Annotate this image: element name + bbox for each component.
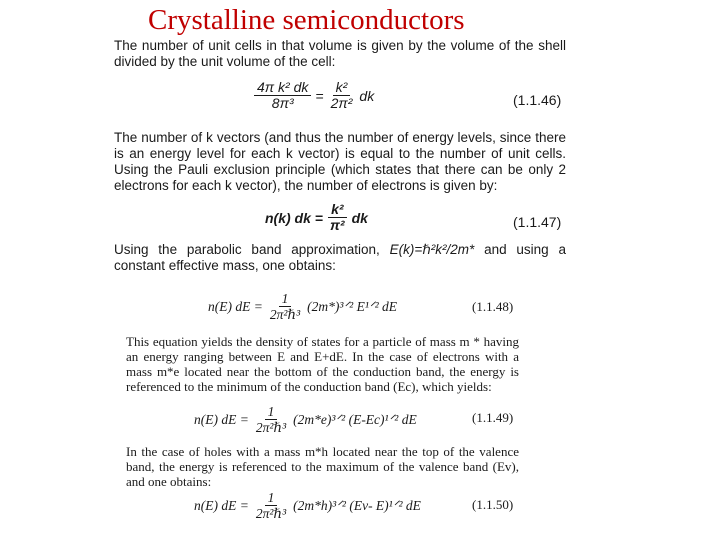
paragraph-parabolic-band (114, 242, 566, 274)
equation-number: (1.1.48) (472, 299, 514, 314)
equation-1-1-47 (265, 202, 368, 233)
equation-1-1-48 (208, 291, 397, 322)
denominator: 2π² (330, 95, 353, 111)
differential: dk (359, 87, 375, 104)
lhs: n(k) dk = (265, 209, 323, 226)
paragraph-unit-cells: The number of unit cells in that volume is given by the volume of the shell divided by the unit volume of the cell: (114, 38, 566, 69)
fraction (327, 202, 348, 233)
fraction (328, 80, 356, 111)
paragraph-k-vectors: The number of k vectors (and thus the number of energy levels, since there is an energy level for each k vector) is equal to the number of unit cells. Using the Pauli exclusion principle (which states that there can be only 2 electrons for each k vector), the number of electrons is given by: (114, 130, 566, 193)
lhs: n(E) dE = (194, 497, 249, 513)
paragraph-holes: In the case of holes with a mass m*h located near the top of the valence band, the energy is referenced to the maximum of the valence band (Ev), and one obtains: (126, 444, 519, 489)
denominator: π² (329, 217, 345, 233)
denominator: 8π³ (271, 95, 294, 111)
rhs: (2m*e)³ᐟ² (E-Ec)¹ᐟ² dE (293, 411, 417, 427)
fraction (253, 490, 289, 521)
numerator: 1 (265, 404, 278, 420)
numerator: 1 (265, 490, 278, 506)
lhs: n(E) dE = (194, 411, 249, 427)
numerator: k² (333, 80, 351, 96)
numerator: 4π k² dk (254, 80, 311, 96)
text-segment: and using a constant effective mass, one obtains: (114, 242, 566, 273)
rhs: (2m*h)³ᐟ² (Ev- E)¹ᐟ² dE (293, 497, 421, 513)
inline-equation: E(k)=ℏ²k²/2m* (389, 242, 475, 257)
equation-number: (1.1.50) (472, 497, 514, 512)
denominator: 2π²ℏ³ (255, 506, 287, 521)
slide-title: Crystalline semiconductors (148, 4, 465, 36)
paragraph-density-of-states: This equation yields the density of states for a particle of mass m * having an energy ranging between E and E+dE. In the case of electrons with a mass m*e located near the bottom of the conduction band, the energy is referenced to the minimum of the conduction band (Ec), which yields: (126, 334, 519, 394)
lhs: n(E) dE = (208, 298, 263, 314)
equation-1-1-49 (194, 404, 417, 435)
text-segment: Using the parabolic band approximation, (114, 242, 380, 257)
fraction (254, 80, 311, 111)
equals-sign: = (315, 87, 324, 104)
numerator: 1 (279, 291, 292, 307)
equation-1-1-46 (254, 80, 374, 111)
equation-number: (1.1.46) (513, 92, 562, 108)
differential: dk (351, 209, 368, 226)
fraction (253, 404, 289, 435)
numerator: k² (328, 202, 346, 218)
denominator: 2π²ℏ³ (269, 307, 301, 322)
fraction (267, 291, 303, 322)
equation-number: (1.1.49) (472, 410, 514, 425)
equation-number: (1.1.47) (513, 214, 562, 230)
rhs: (2m*)³ᐟ² E¹ᐟ² dE (307, 298, 398, 314)
denominator: 2π²ℏ³ (255, 420, 287, 435)
equation-1-1-50 (194, 490, 421, 521)
